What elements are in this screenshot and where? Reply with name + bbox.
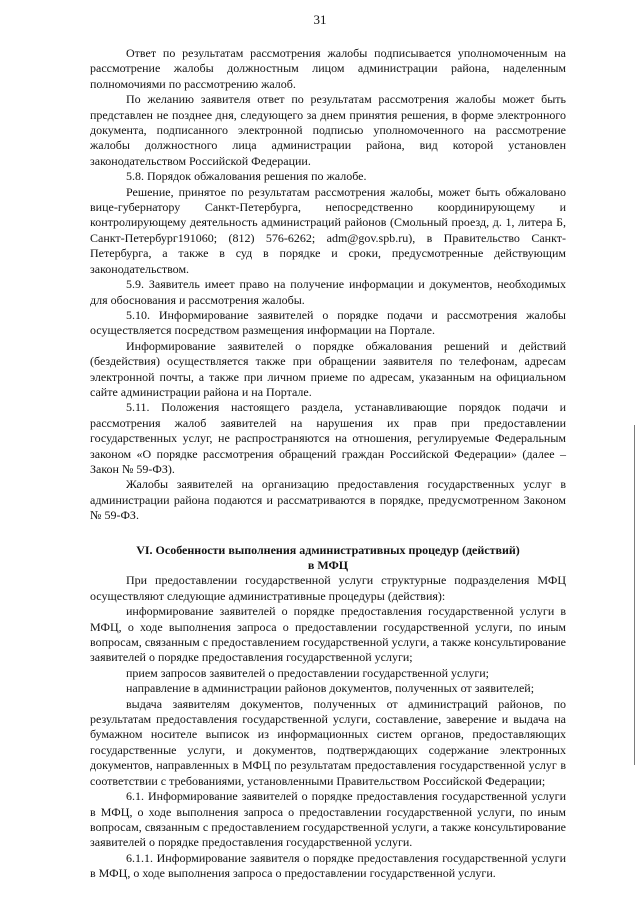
paragraph-answer-signing: Ответ по результатам рассмотрения жалобы подписывается уполномоченным на рассмотрение жалобы должностным лицом администрации района, наделенным полномочиями по рассмотрению жалоб. — [90, 46, 566, 91]
paragraph-6-1: 6.1. Информирование заявителей о порядке предоставления государственной услуги в МФЦ, о ходе выполнения запроса о предоставлении государственной услуги, по иным вопросам, связанным с предоставлением государственной услуги, а также консультирование заявителей о порядке предоставления государственной услуги. — [90, 789, 566, 850]
document-body — [90, 46, 566, 882]
scan-edge-line — [634, 425, 635, 765]
paragraph-appeal-decision: Решение, принятое по результатам рассмотрения жалобы, может быть обжаловано вице-губернатору Санкт-Петербурга, непосредственно координирующему и контролирующему деятельность администраций районов (Смольный проезд, д. 1, литера Б, Санкт-Петербург191060; (812) 576-6262; adm@gov.spb.ru), в Правительство Санкт-Петербурга, а также в суд в порядке и сроки, предусмотренные действующим законодательством. — [90, 184, 566, 276]
paragraph-mfc-procedures: При предоставлении государственной услуги структурные подразделения МФЦ осуществляют следующие административные процедуры (действия): — [90, 573, 566, 603]
paragraph-informing-appeals: Информирование заявителей о порядке обжалования решений и действий (бездействия) осуществляется также при обращении заявителя по телефонам, адресам электронной почты, а также при личном приеме по адресам, указанным на официальном сайте администрации района и на Портале. — [90, 338, 566, 399]
list-item-sending: направление в администрации районов документов, полученных от заявителей; — [126, 681, 535, 696]
paragraph-5-9: 5.9. Заявитель имеет право на получение информации и документов, необходимых для обоснования и рассмотрения жалобы. — [90, 277, 566, 307]
section-heading-line-2: в МФЦ — [307, 558, 349, 572]
list-item-issuing: выдача заявителям документов, полученных от администраций районов, по результатам предоставления государственной услуги, составление, заверение и выдача на бумажном носителе выписок из информационных систем органов, предоставляющих государственные услуги, и документов, подтверждающих содержание электронных документов, направленных в МФЦ по результатам предоставления государственной услуг в соответствии с требованиями, установленными Правительством Российской Федерации; — [90, 696, 566, 788]
list-item-reception: прием запросов заявителей о предоставлении государственной услуги; — [126, 665, 490, 680]
paragraph-5-8: 5.8. Порядок обжалования решения по жалобе. — [126, 169, 367, 184]
page-number: 31 — [313, 12, 327, 27]
section-heading-line-1: VI. Особенности выполнения административных процедур (действий) — [136, 542, 520, 557]
paragraph-5-11: 5.11. Положения настоящего раздела, устанавливающие порядок подачи и рассмотрения жалоб заявителей на нарушения их прав при предоставлении государственных услуг, не распространяются на отношения, регулируемые Федеральным законом «О порядке рассмотрения обращений граждан Российской Федерации» (далее – Закон № 59-ФЗ). — [90, 400, 566, 476]
section-heading-vi — [90, 543, 566, 574]
paragraph-electronic-answer: По желанию заявителя ответ по результатам рассмотрения жалобы может быть представлен не позднее дня, следующего за днем принятия решения, в форме электронного документа, подписанного электронной подписью уполномоченного на рассмотрение жалобы должностного лица администрации района, вид которой установлен законодательством Российской Федерации. — [90, 92, 566, 168]
list-item-informing: информирование заявителей о порядке предоставления государственной услуги в МФЦ, о ходе выполнения запроса о предоставлении государственной услуги, по иным вопросам, связанным с предоставлением государственной услуги, а также консультирование заявителей о порядке предоставления государственной услуги; — [90, 604, 566, 665]
paragraph-complaints-59fz: Жалобы заявителей на организацию предоставления государственных услуг в администрации района подаются и рассматриваются в порядке, предусмотренном Законом № 59-ФЗ. — [90, 477, 566, 523]
paragraph-6-1-1: 6.1.1. Информирование заявителя о порядке предоставления государственной услуги в МФЦ, о ходе выполнения запроса о предоставлении государственной услуги. — [90, 850, 566, 881]
paragraph-5-10: 5.10. Информирование заявителей о порядке подачи и рассмотрения жалобы осуществляется посредством размещения информации на Портале. — [90, 307, 566, 338]
